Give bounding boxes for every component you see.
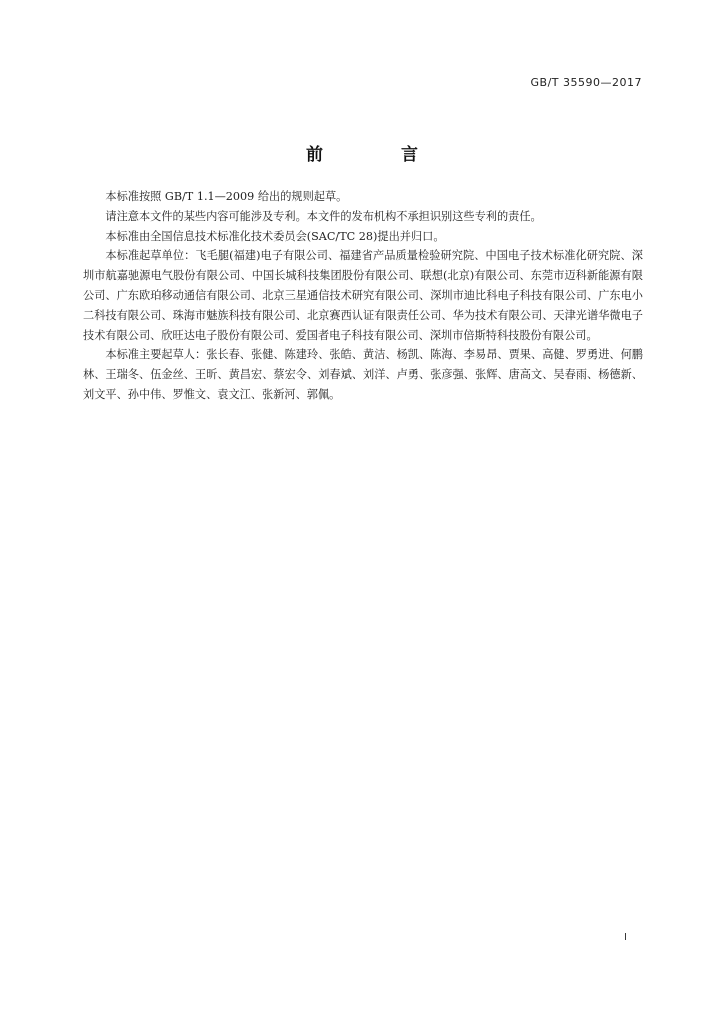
paragraph-drafting-rules: 本标准按照 GB/T 1.1—2009 给出的规则起草。 bbox=[105, 190, 348, 203]
paragraph-patent-notice: 请注意本文件的某些内容可能涉及专利。本文件的发布机构不承担识别这些专利的责任。 bbox=[105, 209, 542, 223]
page-number: I bbox=[624, 932, 627, 943]
page-title: 前 言 bbox=[306, 145, 454, 165]
paragraph-drafting-units: 本标准起草单位：飞毛腿(福建)电子有限公司、福建省产品质量检验研究院、中国电子技术标准化研究院、深圳市航嘉驰源电气股份有限公司、中国长城科技集团股份有限公司、联想(北京)有限公司、东莞市迈科新能源有限公司、广东欧珀移动通信有限公司、北京三星通信技术研究有限公司、深圳市迪比科电子科技有限公司、广东电小二科技有限公司、珠海市魅族科技有限公司、北京赛西认证有限责任公司、华为技术有限公司、天津光谱华微电子技术有限公司、欣旺达电子股份有限公司、爱国者电子科技有限公司、深圳市倍斯特科技股份有限公司。 bbox=[83, 249, 643, 342]
paragraph-proposer: 本标准由全国信息技术标准化技术委员会(SAC/TC 28)提出并归口。 bbox=[105, 229, 445, 243]
paragraph-drafters: 本标准主要起草人：张长春、张健、陈建玲、张皓、黄洁、杨凯、陈海、李易昂、贾果、高健、罗勇进、何鹏林、王瑞冬、伍金丝、王昕、黄昌宏、蔡宏令、刘春斌、刘洋、卢勇、张彦强、张辉、唐高文、吴春雨、杨德新、刘文平、孙中伟、罗惟文、袁文江、张新河、郭佩。 bbox=[83, 348, 643, 401]
foreword-body bbox=[83, 187, 643, 405]
standard-code: GB/T 35590—2017 bbox=[530, 76, 642, 89]
